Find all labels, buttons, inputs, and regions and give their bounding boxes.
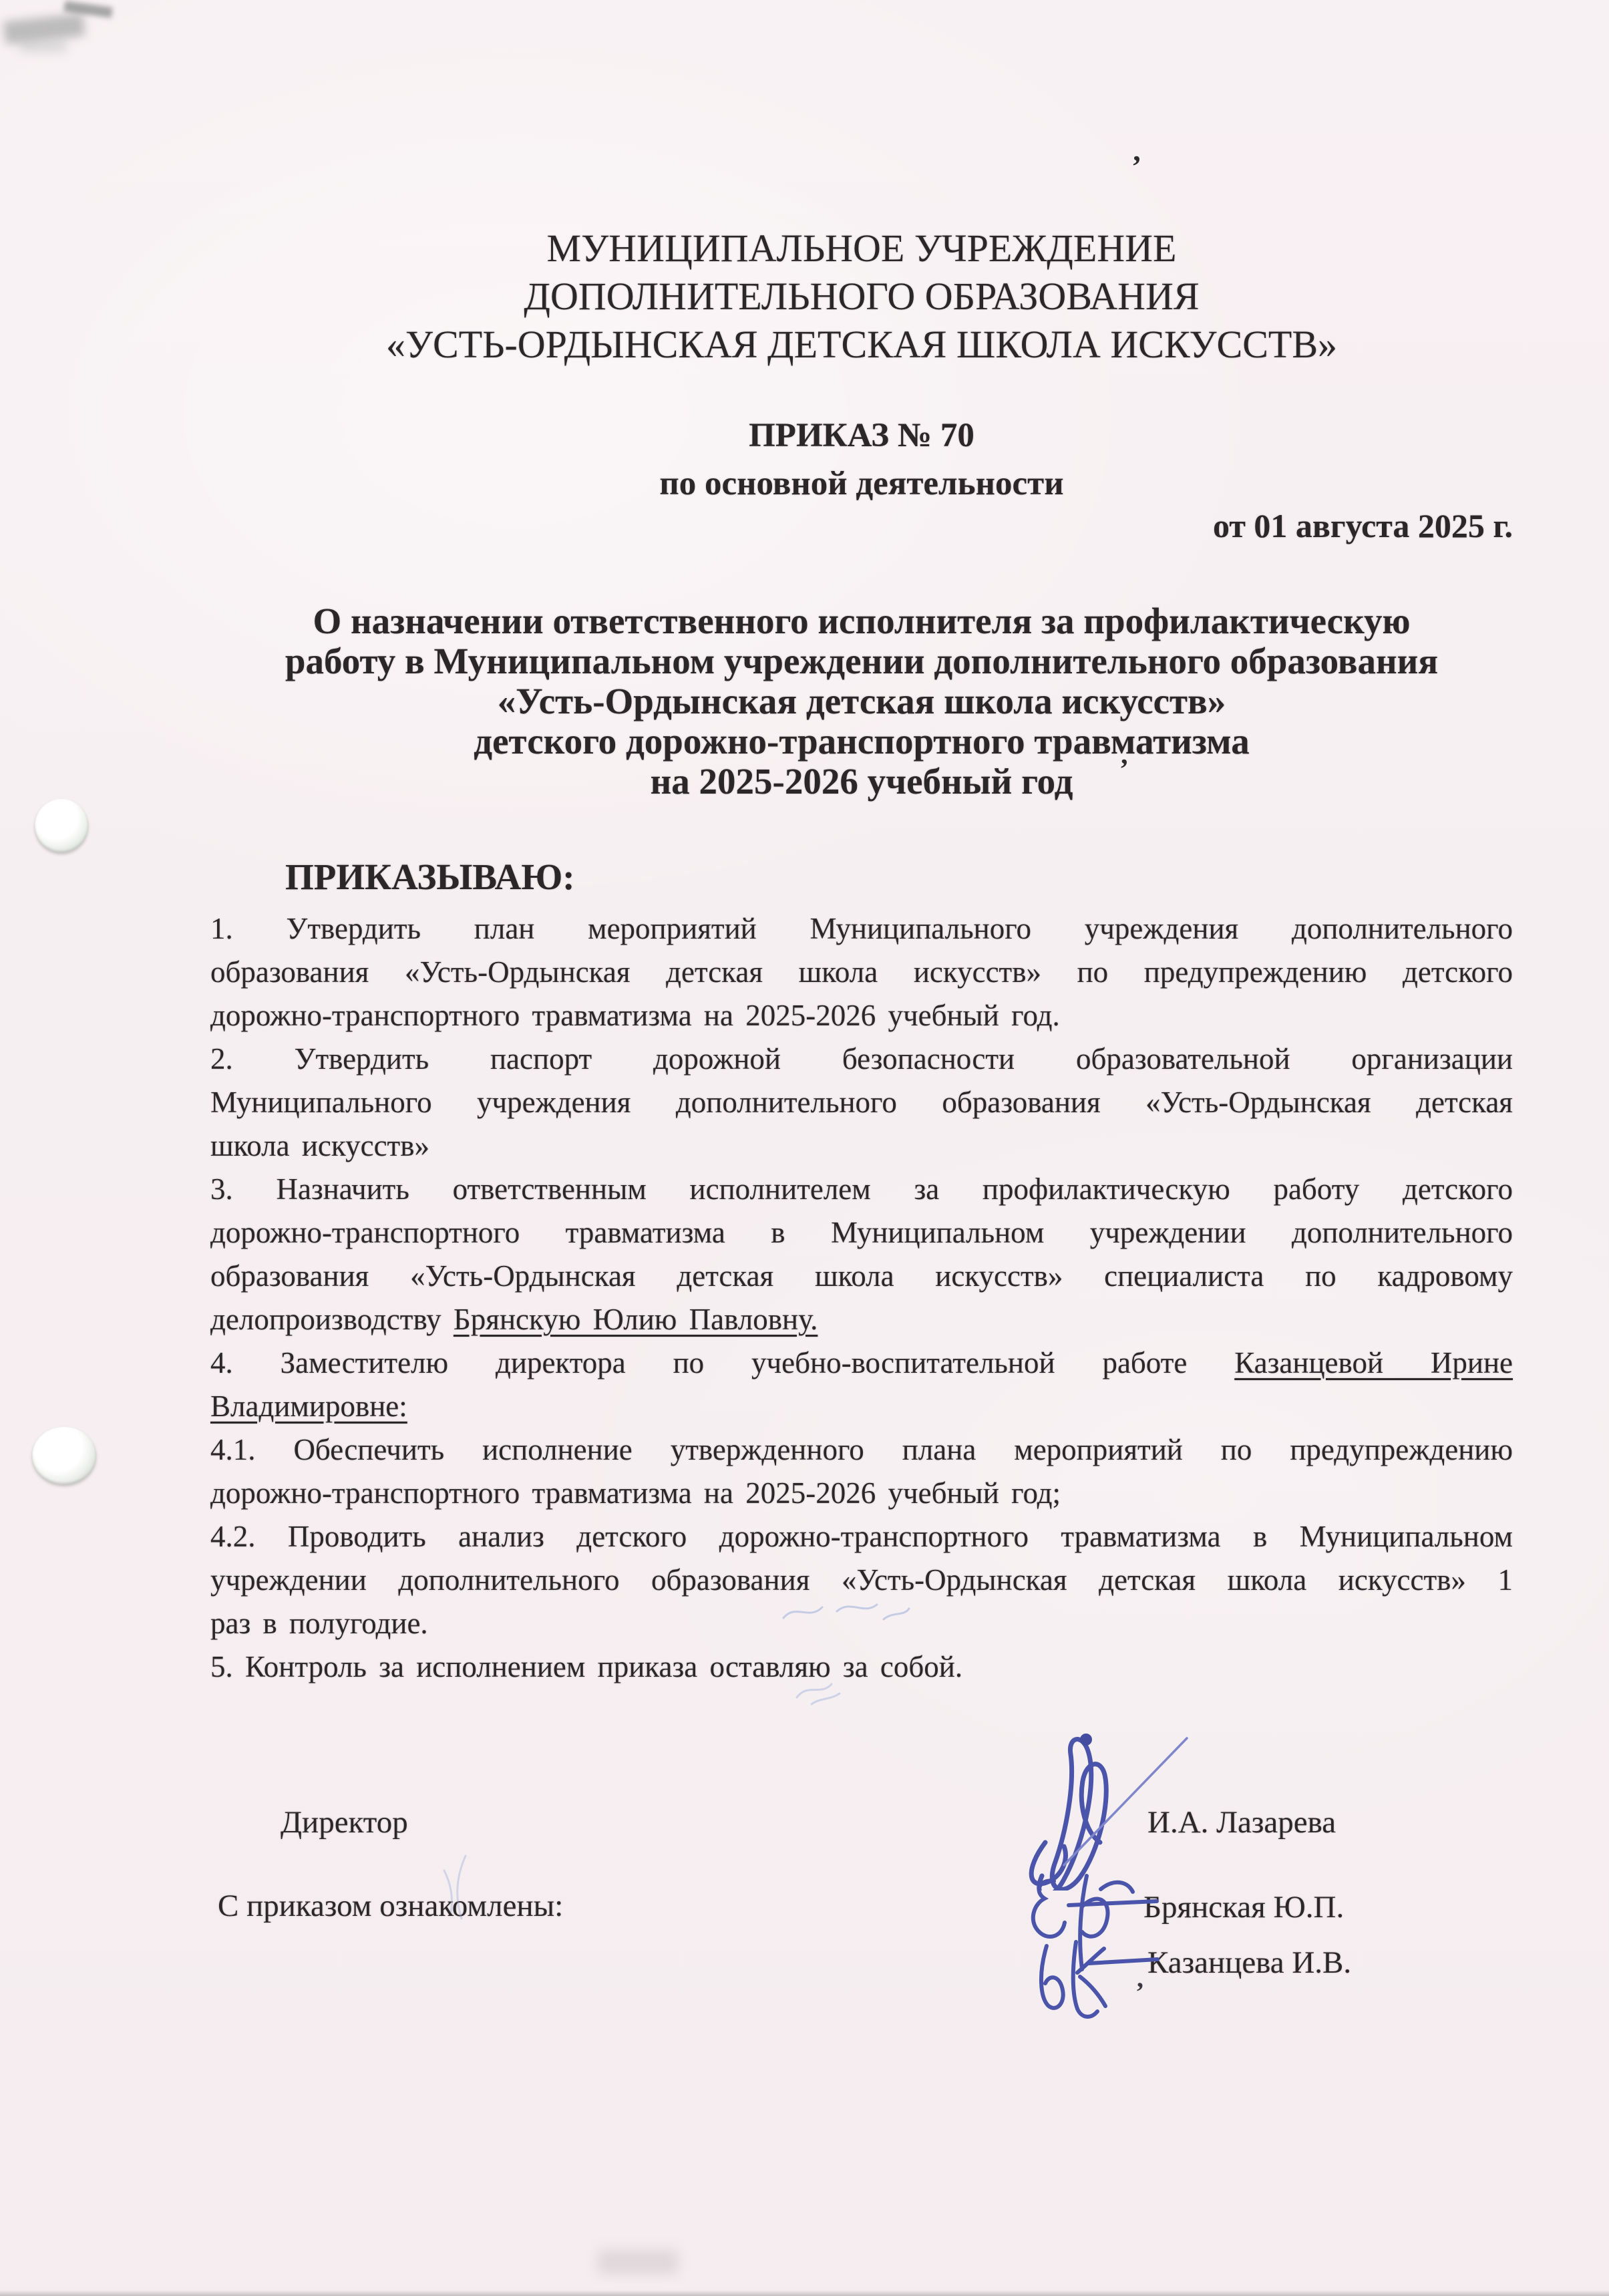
text-line: 5. Контроль за исполнением приказа оставляю за собой. <box>210 1650 963 1683</box>
order-subject-title <box>210 601 1513 802</box>
subject-line-2: работу в Муниципальном учреждении дополнительного образования <box>285 641 1439 681</box>
order-body <box>210 907 1513 1689</box>
text-line: дорожно-транспортного травматизма в Муниципальном учреждении дополнительного <box>210 1216 1513 1249</box>
acknowledged-label: С приказом ознакомлены: <box>218 1889 564 1923</box>
order-item-5 <box>210 1645 1513 1689</box>
text-line: дорожно-транспортного травматизма на 2025-2026 учебный год. <box>210 999 1060 1032</box>
faint-pen-scribble <box>778 1591 912 1633</box>
scanner-smudge <box>598 2250 678 2274</box>
subject-line-3: «Усть-Ордынская детская школа искусств» <box>497 681 1226 721</box>
faint-pen-scribble <box>431 1850 486 1925</box>
text-line: школа искусств» <box>210 1129 429 1162</box>
order-item-4-1 <box>210 1428 1513 1515</box>
text-line: образования «Усть-Ордынская детская школа искусств» специалиста по кадровому <box>210 1259 1513 1293</box>
order-item-1 <box>210 907 1513 1037</box>
text-line: 4.1. Обеспечить исполнение утвержденного плана мероприятий по предупреждению <box>210 1433 1513 1466</box>
order-type-line: по основной деятельности <box>659 465 1064 502</box>
decree-heading: ПРИКАЗЫВАЮ: <box>285 856 575 897</box>
acknowledged-name-kazantseva: Казанцева И.В. <box>1147 1945 1352 1980</box>
scan-edge-shadow <box>0 2290 1609 2296</box>
text-line: 4.2. Проводить анализ детского дорожно-транспортного травматизма в Муниципальном <box>210 1520 1513 1553</box>
order-item-2 <box>210 1037 1513 1168</box>
text-line: 4. Заместителю директора по учебно-воспитательной работе Казанцевой Ирине <box>210 1346 1513 1379</box>
punch-hole-mark <box>32 1427 96 1484</box>
org-name-line-3: «УСТЬ-ОРДЫНСКАЯ ДЕТСКАЯ ШКОЛА ИСКУССТВ» <box>385 323 1338 366</box>
director-signature-ink <box>1005 1710 1199 1891</box>
punch-hole-mark <box>35 799 88 852</box>
subject-line-5: на 2025-2026 учебный год <box>650 761 1073 802</box>
stray-ink-mark: ’ <box>1119 754 1129 785</box>
order-item-3 <box>210 1168 1513 1341</box>
text-line: делопроизводству Брянскую Юлию Павловну. <box>210 1303 818 1336</box>
kazantseva-signature-ink <box>1025 1934 1166 2024</box>
text-line: учреждении дополнительного образования «Усть-Ордынская детская школа искусств» 1 <box>210 1563 1513 1597</box>
text-line: образования «Усть-Ордынская детская школа искусств» по предупреждению детского <box>210 955 1513 989</box>
acknowledged-name-bryanskaya: Брянская Ю.П. <box>1143 1890 1345 1925</box>
stray-ink-mark: ’ <box>1131 149 1142 183</box>
director-name: И.А. Лазарева <box>1147 1805 1336 1840</box>
scanner-smudge <box>20 40 67 52</box>
organization-header <box>210 224 1513 369</box>
subject-line-4: детского дорожно-транспортного травматизма <box>474 721 1250 762</box>
order-heading <box>210 412 1513 508</box>
org-name-line-2: ДОПОЛНИТЕЛЬНОГО ОБРАЗОВАНИЯ <box>524 275 1200 318</box>
text-line: дорожно-транспортного травматизма на 2025-2026 учебный год; <box>210 1476 1061 1510</box>
order-item-4 <box>210 1341 1513 1428</box>
org-name-line-1: МУНИЦИПАЛЬНОЕ УЧРЕЖДЕНИЕ <box>546 226 1177 270</box>
text-line: 1. Утвердить план мероприятий Муниципального учреждения дополнительного <box>210 912 1513 945</box>
text-line: 2. Утвердить паспорт дорожной безопасности образовательной организации <box>210 1042 1513 1076</box>
order-date-line: от 01 августа 2025 г. <box>1213 507 1513 544</box>
text-line: Владимировне: <box>210 1389 407 1423</box>
stray-ink-mark: ’ <box>1135 1977 1145 2007</box>
text-line: Муниципального учреждения дополнительного образования «Усть-Ордынская детская <box>210 1086 1513 1119</box>
order-number-line: ПРИКАЗ № 70 <box>749 417 974 454</box>
director-label: Директор <box>281 1805 408 1840</box>
text-line: 3. Назначить ответственным исполнителем за профилактическую работу детского <box>210 1172 1513 1206</box>
text-line: раз в полугодие. <box>210 1607 428 1640</box>
subject-line-1: О назначении ответственного исполнителя за профилактическую <box>313 601 1411 641</box>
faint-pen-scribble <box>791 1673 853 1708</box>
